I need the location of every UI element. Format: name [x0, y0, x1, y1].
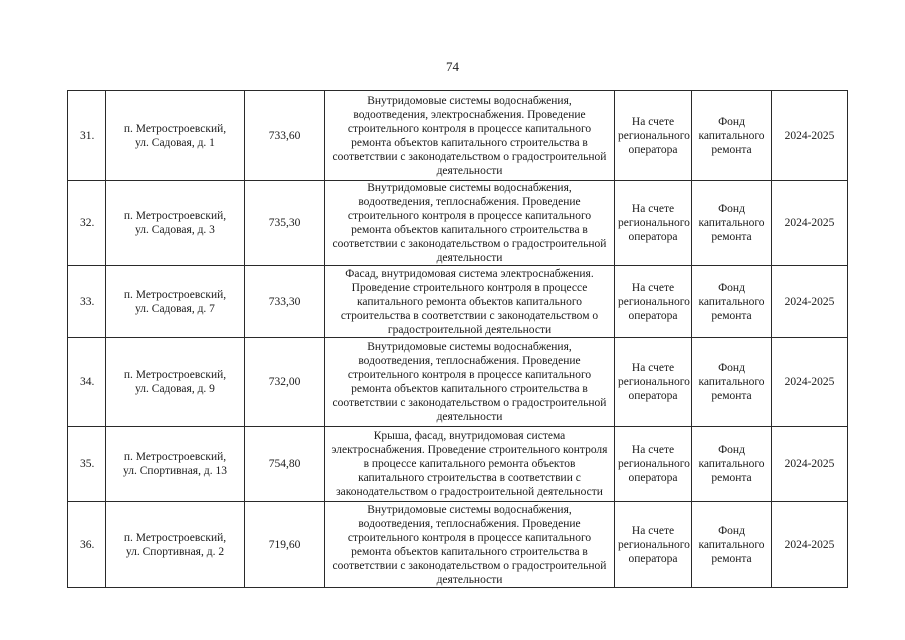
period-cell	[772, 266, 848, 338]
works-description-line: в процессе капитального ремонта объектов	[363, 458, 576, 470]
funding-source-line: ремонта	[711, 143, 752, 156]
works-table-body	[68, 91, 848, 588]
works-cell	[325, 427, 615, 502]
works-description-line: строительного контроля в процессе капитального	[347, 531, 592, 544]
row-number-cell	[68, 266, 106, 338]
works-description-line: водоотведения, теплоснабжения. Проведение	[358, 355, 581, 367]
row-number-cell	[68, 427, 106, 502]
period-value: 2024-2025	[784, 376, 835, 388]
works-description-line: капитального строительства в соответствии с	[358, 472, 581, 484]
account-cell	[615, 502, 692, 588]
account-cell	[615, 181, 692, 266]
account-line: регионального	[618, 538, 690, 551]
works-description-line: градостроительной деятельности	[387, 323, 552, 336]
funding-source-line: капитального	[698, 538, 765, 551]
area-cell	[245, 338, 325, 427]
funding-source-line: ремонта	[711, 552, 752, 565]
address-settlement: п. Метростроевский,	[123, 451, 227, 463]
area-value: 733,60	[268, 129, 301, 142]
table-row	[68, 338, 848, 427]
works-cell	[325, 181, 615, 266]
funding-source-line: Фонд	[718, 203, 745, 215]
funding-source-line: ремонта	[711, 472, 752, 484]
works-description-line: Крыша, фасад, внутридомовая система	[373, 430, 566, 442]
works-description-line: капитального ремонта объектов капитального	[356, 295, 582, 308]
account-line: На счете	[631, 444, 675, 456]
table-row	[68, 502, 848, 588]
funding-source-cell	[692, 502, 772, 588]
funding-source-line: Фонд	[718, 444, 745, 456]
address-cell	[106, 502, 245, 588]
table-row	[68, 181, 848, 266]
works-description-line: водоотведения, электроснабжения. Проведение	[353, 108, 586, 121]
works-description-line: соответствии с законодательством о градостроительной	[332, 238, 607, 250]
address-street: ул. Садовая, д. 9	[135, 383, 215, 395]
account-line: регионального	[618, 295, 690, 308]
period-value: 2024-2025	[784, 217, 835, 229]
works-description-line: строительного контроля в процессе капитального	[347, 122, 592, 135]
funding-source-line: капитального	[698, 295, 765, 308]
funding-source-cell	[692, 427, 772, 502]
works-description-line: электроснабжения. Проведение строительного контроля	[331, 444, 608, 456]
account-cell	[615, 91, 692, 181]
funding-source-line: Фонд	[718, 362, 745, 374]
works-description-line: законодательством о градостроительной деятельности	[336, 486, 603, 498]
works-description-line: Проведение строительного контроля в процессе	[351, 281, 588, 294]
period-cell	[772, 91, 848, 181]
works-cell	[325, 91, 615, 181]
funding-source-line: капитального	[698, 129, 765, 142]
area-cell	[245, 427, 325, 502]
works-description-line: ремонта объектов капитального строительства в	[351, 224, 588, 236]
account-cell	[615, 427, 692, 502]
works-description-line: ремонта объектов капитального строительства в	[351, 136, 588, 149]
account-line: регионального	[618, 376, 690, 388]
works-description-line: водоотведения, теплоснабжения. Проведение	[358, 517, 581, 530]
works-description-line: водоотведения, теплоснабжения. Проведение	[358, 196, 581, 208]
address-settlement: п. Метростроевский,	[123, 122, 227, 135]
account-line: регионального	[618, 458, 690, 470]
works-description-line: строительного контроля в процессе капитального	[347, 369, 592, 381]
works-description-line: Внутридомовые системы водоснабжения,	[367, 94, 572, 107]
row-number-cell	[68, 181, 106, 266]
area-cell	[245, 502, 325, 588]
works-cell	[325, 502, 615, 588]
row-number: 33.	[80, 295, 95, 308]
area-value: 733,30	[268, 295, 301, 308]
works-description-line: деятельности	[436, 164, 503, 177]
account-line: На счете	[631, 203, 675, 215]
area-value: 732,00	[268, 376, 301, 388]
address-settlement: п. Метростроевский,	[123, 369, 227, 381]
period-value: 2024-2025	[784, 129, 835, 142]
area-value: 735,30	[268, 217, 301, 229]
account-line: На счете	[631, 281, 675, 294]
account-line: На счете	[631, 115, 675, 128]
period-cell	[772, 427, 848, 502]
area-cell	[245, 181, 325, 266]
account-line: оператора	[628, 309, 678, 322]
address-cell	[106, 91, 245, 181]
works-description-line: строительства в соответствии с законодательством о	[340, 309, 599, 322]
row-number-cell	[68, 91, 106, 181]
funding-source-line: капитального	[698, 458, 765, 470]
funding-source-line: капитального	[698, 376, 765, 388]
works-table	[67, 90, 848, 588]
page-number: 74	[446, 59, 459, 74]
funding-source-line: ремонта	[711, 390, 752, 402]
row-number: 35.	[80, 458, 95, 470]
period-value: 2024-2025	[784, 458, 835, 470]
account-line: оператора	[628, 390, 678, 402]
funding-source-line: ремонта	[711, 231, 752, 243]
works-description-line: деятельности	[436, 573, 503, 586]
address-settlement: п. Метростроевский,	[123, 288, 227, 301]
works-description-line: соответствии с законодательством о градостроительной	[332, 559, 607, 572]
works-description-line: деятельности	[436, 411, 503, 423]
account-line: оператора	[628, 472, 678, 484]
account-cell	[615, 338, 692, 427]
address-street: ул. Садовая, д. 7	[135, 302, 215, 315]
address-street: ул. Садовая, д. 1	[135, 136, 215, 149]
account-line: регионального	[618, 129, 690, 142]
funding-source-cell	[692, 266, 772, 338]
row-number: 31.	[80, 129, 95, 142]
funding-source-line: капитального	[698, 217, 765, 229]
account-line: На счете	[631, 524, 675, 537]
funding-source-line: Фонд	[718, 281, 745, 294]
works-description-line: Внутридомовые системы водоснабжения,	[367, 503, 572, 516]
area-value: 719,60	[268, 538, 301, 551]
table-row	[68, 427, 848, 502]
address-cell	[106, 266, 245, 338]
funding-source-cell	[692, 181, 772, 266]
address-street: ул. Садовая, д. 3	[135, 224, 215, 236]
row-number-cell	[68, 338, 106, 427]
address-settlement: п. Метростроевский,	[123, 210, 227, 222]
address-cell	[106, 427, 245, 502]
funding-source-cell	[692, 91, 772, 181]
account-line: оператора	[628, 143, 678, 156]
works-description-line: соответствии с законодательством о градостроительной	[332, 397, 607, 409]
area-cell	[245, 266, 325, 338]
address-settlement: п. Метростроевский,	[123, 531, 227, 544]
works-description-line: деятельности	[436, 252, 503, 264]
table-row	[68, 91, 848, 181]
account-cell	[615, 266, 692, 338]
table-row	[68, 266, 848, 338]
funding-source-line: Фонд	[718, 115, 745, 128]
row-number: 34.	[80, 376, 95, 388]
period-value: 2024-2025	[784, 538, 835, 551]
works-description-line: ремонта объектов капитального строительства в	[351, 545, 588, 558]
funding-source-line: Фонд	[718, 524, 745, 537]
address-street: ул. Спортивная, д. 13	[123, 465, 227, 477]
works-description-line: Внутридомовые системы водоснабжения,	[367, 182, 572, 194]
works-cell	[325, 338, 615, 427]
account-line: На счете	[631, 362, 675, 374]
account-line: оператора	[628, 552, 678, 565]
period-cell	[772, 181, 848, 266]
address-cell	[106, 181, 245, 266]
works-description-line: ремонта объектов капитального строительства в	[351, 383, 588, 395]
address-cell	[106, 338, 245, 427]
works-description-line: соответствии с законодательством о градостроительной	[332, 150, 607, 163]
account-line: регионального	[618, 217, 690, 229]
works-cell	[325, 266, 615, 338]
funding-source-cell	[692, 338, 772, 427]
row-number-cell	[68, 502, 106, 588]
area-cell	[245, 91, 325, 181]
row-number: 36.	[80, 538, 95, 551]
period-cell	[772, 338, 848, 427]
works-description-line: Фасад, внутридомовая система электроснабжения.	[345, 267, 594, 280]
address-street: ул. Спортивная, д. 2	[125, 545, 225, 558]
area-value: 754,80	[268, 458, 301, 470]
works-description-line: Внутридомовые системы водоснабжения,	[367, 341, 572, 353]
row-number: 32.	[80, 217, 95, 229]
funding-source-line: ремонта	[711, 309, 752, 322]
works-description-line: строительного контроля в процессе капитального	[347, 210, 592, 222]
period-value: 2024-2025	[784, 295, 835, 308]
account-line: оператора	[628, 231, 678, 243]
period-cell	[772, 502, 848, 588]
